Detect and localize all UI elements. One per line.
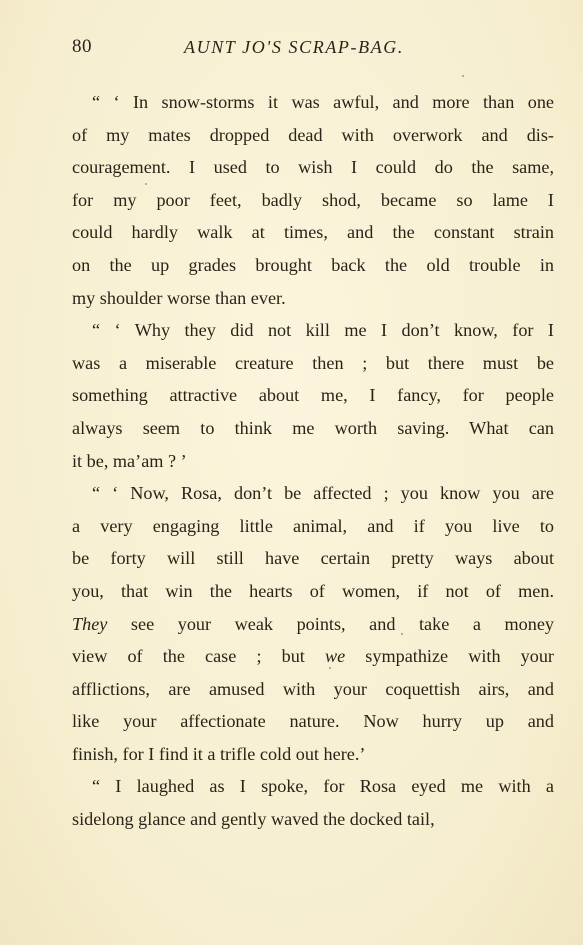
text-line [72,477,554,510]
text-line [72,379,554,412]
text-line [72,347,554,380]
text-run: see your weak points, and take a money [107,613,554,634]
text-line [72,445,554,478]
text-line [72,640,554,673]
text-line [72,575,554,608]
text-run: afflictions, are amused with your coquettish airs, and [72,678,554,699]
text-line [72,314,554,347]
text-line [72,216,554,249]
italic-text: we [324,646,346,667]
text-run: on the up grades brought back the old trouble in [72,254,554,275]
text-run: “ ‘ Why they did not kill me I don’t know, for I [92,320,554,341]
text-line [72,705,554,738]
text-run: like your affectionate nature. Now hurry up and [72,711,554,732]
print-speck [329,667,331,669]
text-line [72,184,554,217]
text-run: it be, ma’am ? ’ [72,450,187,471]
text-run: could hardly walk at times, and the constant strain [72,222,554,243]
text-run: you, that win the hearts of women, if not of men. [72,580,554,601]
text-line [72,412,554,445]
text-run: couragement. I used to wish I could do the same, [72,157,554,178]
paragraph [72,86,554,314]
print-speck [145,183,147,185]
print-speck [401,633,403,635]
text-line [72,151,554,184]
paragraph [72,477,554,770]
text-line [72,608,554,641]
text-line [72,249,554,282]
text-run: “ I laughed as I spoke, for Rosa eyed me with a [92,776,554,797]
page-header [72,36,554,62]
text-run: sympathize with your [345,646,554,667]
text-line [72,282,554,315]
text-line [72,86,554,119]
paragraph [72,314,554,477]
text-run: my shoulder worse than ever. [72,287,286,308]
text-run: view of the case ; but [72,646,325,667]
print-speck [462,75,464,77]
page-number: 80 [72,36,92,57]
text-run: be forty will still have certain pretty ways about [72,548,554,569]
text-run: of my mates dropped dead with overwork and dis- [72,124,554,145]
text-line [72,510,554,543]
text-line [72,119,554,152]
running-title: AUNT JO'S SCRAP-BAG. [184,37,404,57]
text-run: something attractive about me, I fancy, for people [72,385,554,406]
text-run: “ ‘ In snow-storms it was awful, and more than one [92,92,554,112]
text-line [72,673,554,706]
paragraph [72,770,554,835]
body-text [72,86,554,836]
text-run: always seem to think me worth saving. What can [72,417,554,438]
italic-text: They [72,613,108,634]
text-line [72,770,554,803]
text-line [72,803,554,836]
text-run: finish, for I find it a trifle cold out here.’ [72,743,366,764]
text-run: for my poor feet, badly shod, became so lame I [72,189,554,210]
text-line [72,542,554,575]
text-run: “ ‘ Now, Rosa, don’t be affected ; you know you are [92,483,554,504]
text-run: a very engaging little animal, and if you live to [72,515,554,536]
text-run: sidelong glance and gently waved the docked tail, [72,809,435,830]
text-line [72,738,554,771]
text-run: was a miserable creature then ; but there must be [72,352,554,373]
